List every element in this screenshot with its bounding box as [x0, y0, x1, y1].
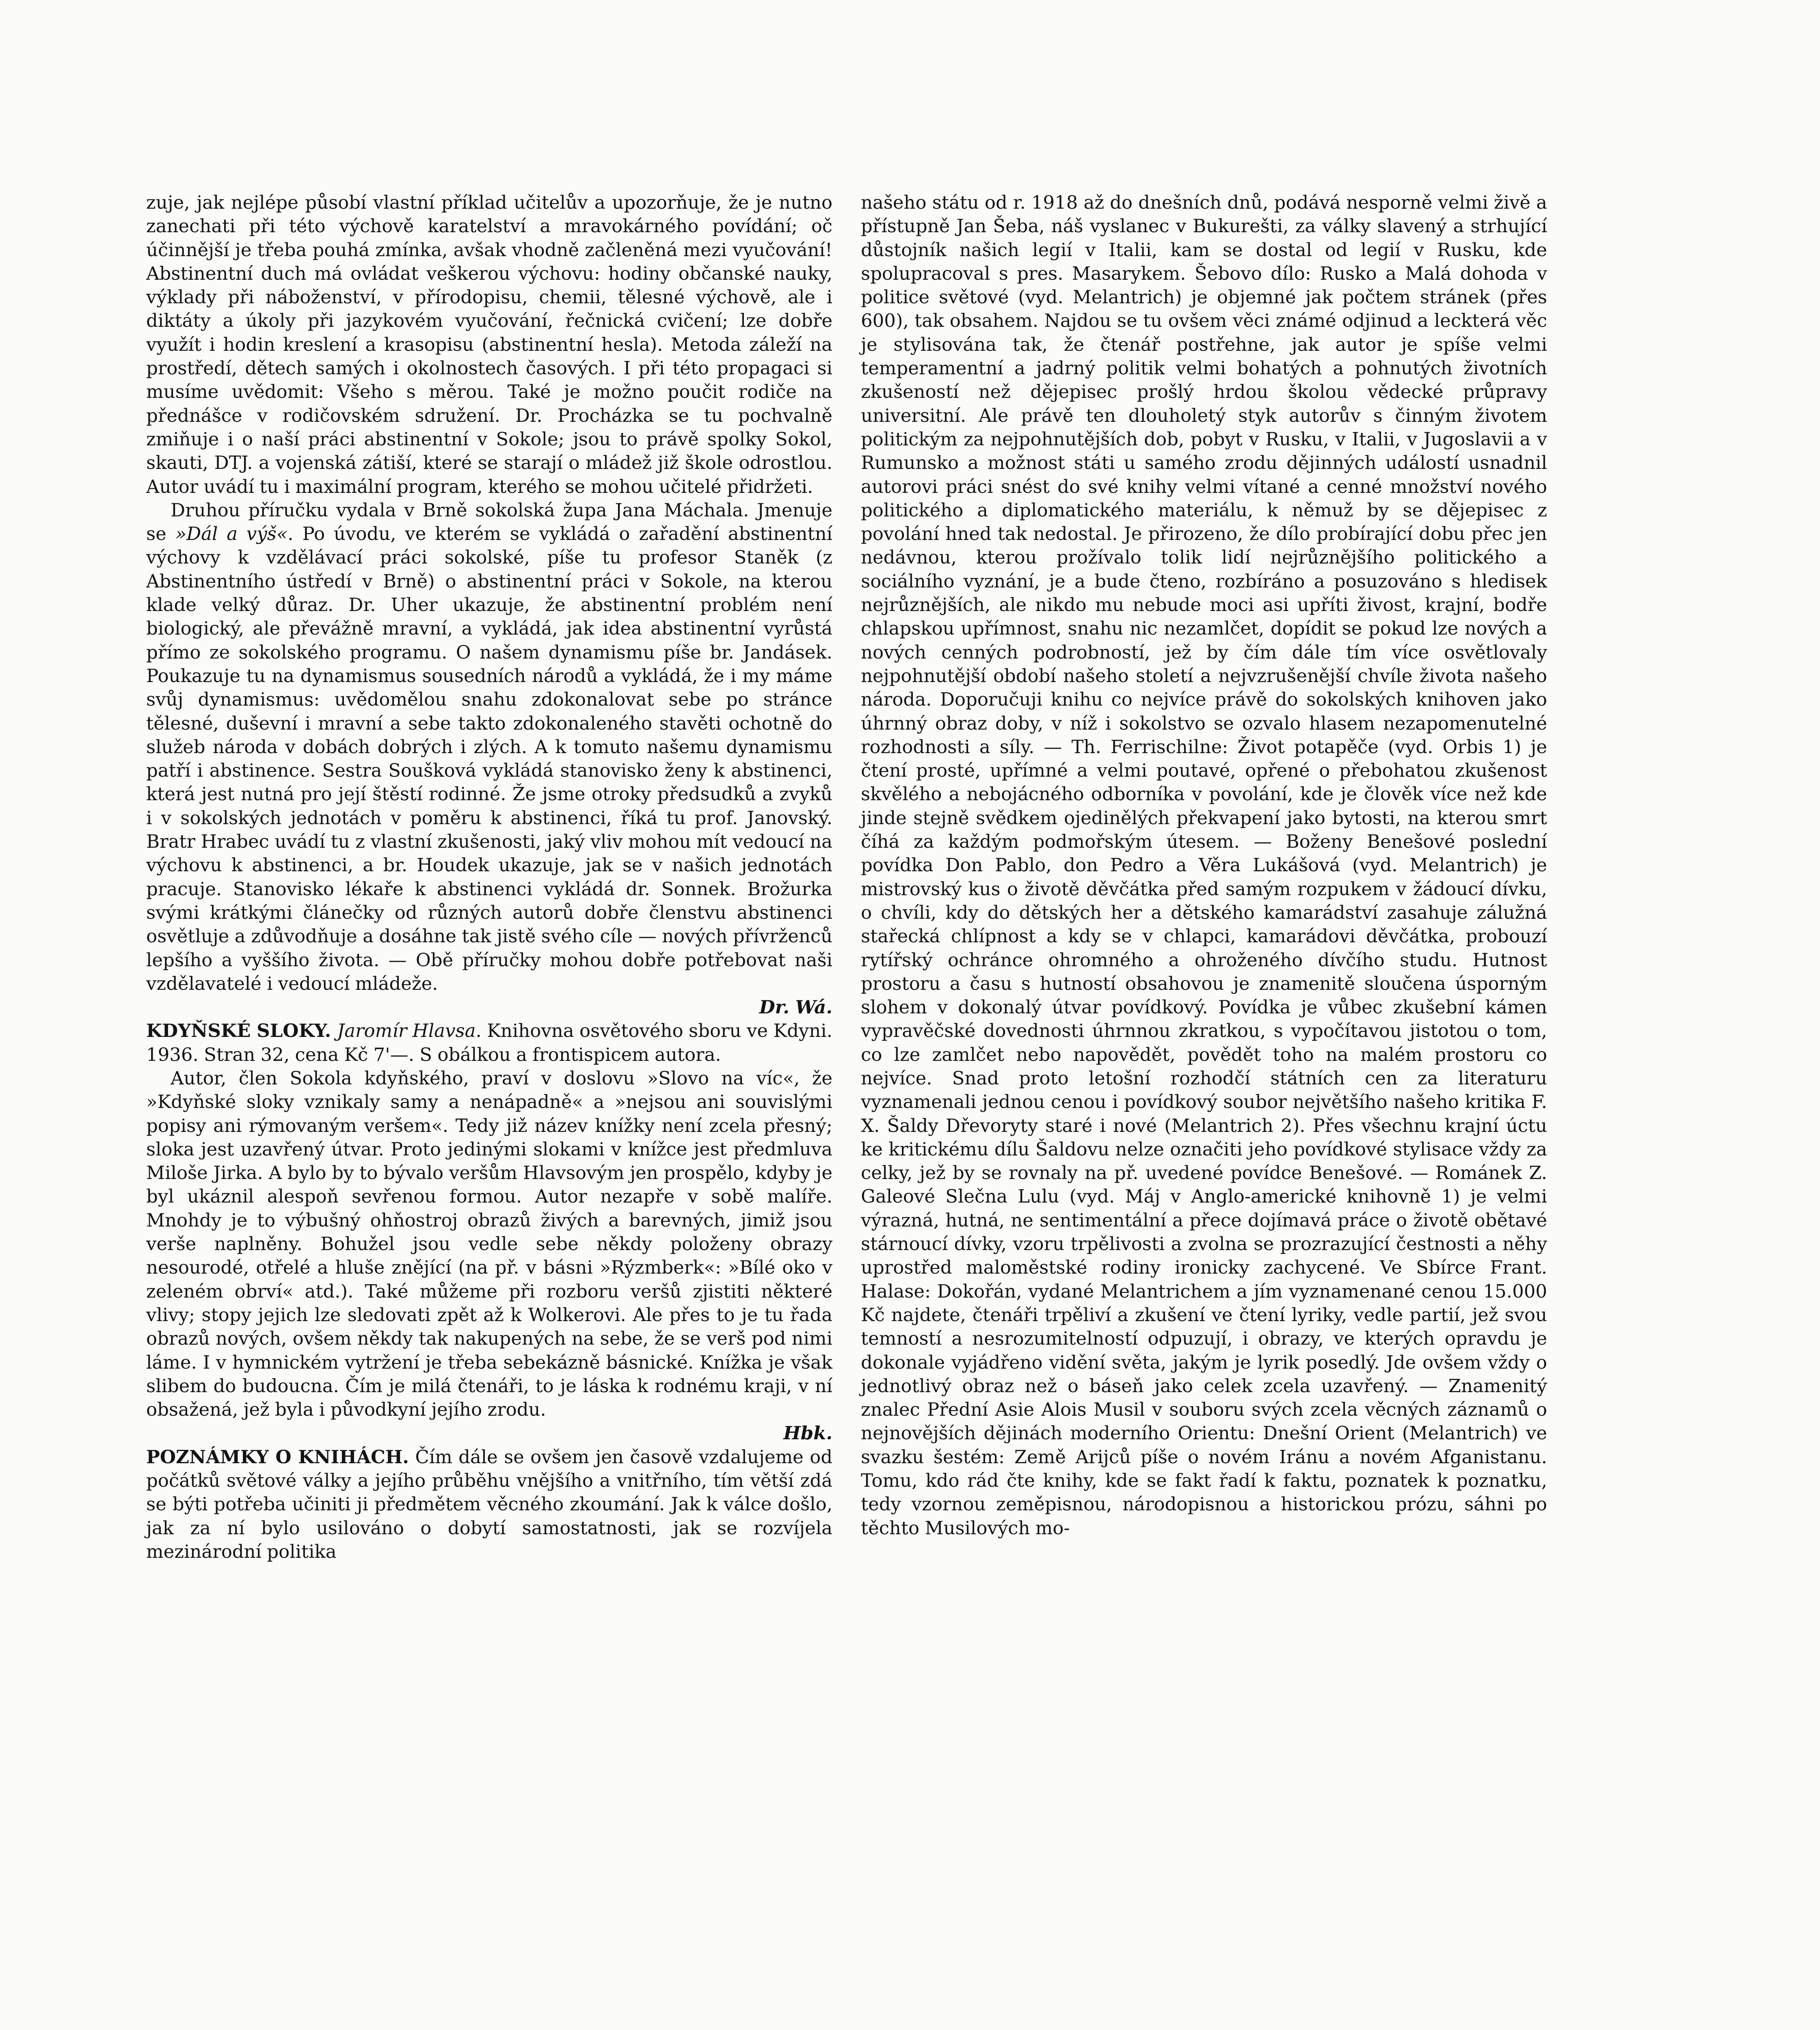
- right-column: [861, 191, 1547, 1540]
- publication-details: Knihovna osvětového sboru ve Kdyni. 1936. Stran 32, cena Kč 7'—. S obálkou a frontispicem autora.: [146, 1020, 832, 1065]
- signature-dr-wa: Dr. Wá.: [759, 996, 832, 1018]
- paragraph-poznamky-o-knihach: [146, 1445, 832, 1564]
- section-heading-poznamky: POZNÁMKY O KNIHÁCH.: [146, 1446, 409, 1468]
- section-heading-kdynske-sloky: KDYŇSKÉ SLOKY.: [146, 1020, 337, 1042]
- paragraph-book-notes-continued: našeho státu od r. 1918 až do dnešních dnů, podává nesporně velmi živě a přístupně Jan Šeba, náš vyslanec v Bukurešti, za války slavený a strhující důstojník našich legií v Italii, kam se dostal od legií v Rusku, kde spolupracoval s pres. Masarykem. Šebovo dílo: Rusko a Malá dohoda v politice světové (vyd. Melantrich) je objemné jak počtem stránek (přes 600), tak obsahem. Najdou se tu ovšem věci známé odjinud a leckterá věc je stylisována tak, že čtenář postřehne, jak autor je spíše velmi temperamentní a jadrný politik velmi bohatých a pohnutých životních zkušeností než dějepisec prošlý hrdou školou vědecké průpravy universitní. Ale právě ten dlouholetý styk autorův s činným životem politickým za nejpohnutějších dob, pobyt v Rusku, v Italii, v Jugoslavii a v Rumunsko a možnost státi u samého zrodu dějinných událostí usnadnil autorovi práci snést do své knihy velmi vítané a cenné množství nového politického a diplomatického materiálu, k němuž by se dějepisec z povolání hned tak nedostal. Je přirozeno, že dílo probírající dobu přec jen nedávnou, kterou prožívalo tolik lidí nejrůznějšího politického a sociálního vyznání, je a bude čteno, rozbíráno a posuzováno s hledisek nejrůznějších, ale nikdo mu nebude moci asi upříti živost, krajní, bodře chlapskou upřímnost, snahu nic nezamlčet, dopídit se pokud lze nových a nových cenných podrobností, jež by čím dále tím více osvětlovaly nejpohnutější období našeho století a nejvzrušenější chvíle života našeho národa. Doporučuji knihu co nejvíce právě do sokolských knihoven jako úhrnný obraz doby, v níž i sokolstvo se ozvalo hlasem nezapomenutelné rozhodnosti a síly. — Th. Ferrischilne: Život potapěče (vyd. Orbis 1) je čtení prosté, upřímné a velmi poutavé, opřené o přebohatou zkušenost skvělého a nebojácného odborníka v povolání, kde je člověk více než kde jinde stejně svědkem ojedinělých překvapení jako bytosti, na kterou smrt číhá za každým podmořským útesem. — Boženy Benešové poslední povídka Don Pablo, don Pedro a Věra Lukášová (vyd. Melantrich) je mistrovský kus o životě děvčátka před samým rozpukem v žádoucí dívku, o chvíli, kdy do dětských her a dětského kamarádství zasahuje zálužná stařecká chlípnost a kdy se v chlapci, kamarádovi děvčátka, probouzí rytířský ochránce ohromného a ohroženého dívčího studu. Hutnost prostoru a času s hutností obsahovou je znamenitě sloučena úsporným slohem v dokonalý útvar povídkový. Povídka je vůbec zkušební kámen vypravěčské dovednosti úhrnnou zkratkou, s vypočítavou jistotou o tom, co lze zamlčet nebo napovědět, povědět toho na malém prostoru co nejvíce. Snad proto letošní rozhodčí státních cen za literaturu vyznamenali jednou cenou i povídkový soubor největšího našeho kritika F. X. Šaldy Dřevoryty staré i nové (Melantrich 2). Přes všechnu krajní úctu ke kritickému dílu Šaldovu nelze označiti jeho povídkové stylisace vždy za celky, jež by se rovnaly na př. uvedené povídce Benešové. — Románek Z. Galeové Slečna Lulu (vyd. Máj v Anglo-americké knihovně 1) je velmi výrazná, hutná, ne sentimentální a přece dojímavá práce o životě obětavé stárnoucí dívky, vzoru trpělivosti a zvolna se prozrazující čestnosti a něhy uprostřed maloměstské rodiny ironicky zachycené. Ve Sbírce Frant. Halase: Dokořán, vydané Melantrichem a jím vyznamenané cenou 15.000 Kč najdete, čtenáři trpěliví a zkušení ve čtení lyriky, vedle partií, jež svou temností a nesrozumitelností odpuzují, i obrazy, ve kterých opravdu je dokonale vyjádřeno vidění světa, jakým je lyrik posedlý. Jde ovšem vždy o jednotlivý obraz než o báseň jako celek zcela uzavřený. — Znamenitý znalec Přední Asie Alois Musil v souboru svých zcela věcných záznamů o nejnovějších dějinách moderního Orientu: Dnešní Orient (Melantrich) ve svazku šestém: Země Arijců píše o novém Iránu a novém Afganistanu. Tomu, kdo rád čte knihy, kde se fakt řadí k faktu, poznatek k poznatku, tedy vzornou zeměpisnou, národopisnou a historickou prózu, sáhni po těchto Musilových mo-: [861, 192, 1547, 1539]
- book-title-dal-a-vys: »Dál a výš«: [175, 523, 288, 545]
- paragraph-dal-a-vys-body: . Po úvodu, ve kterém se vykládá o zařadění abstinentní výchovy k vzdělávací práci sokolské, píše tu profesor Staněk (z Abstinentního ústředí v Brně) o abstinentní práci v Sokole, na kterou klade velký důraz. Dr. Uher ukazuje, že abstinentní problém není biologický, ale převážně mravní, a vykládá, jak idea abstinentní vyrůstá přímo ze sokolského programu. O našem dynamismu píše br. Jandásek. Poukazuje tu na dynamismus sousedních národů a vykládá, že i my máme svůj dynamismus: uvědomělou snahu zdokonalovat sebe po stránce tělesné, duševní i mravní a sebe takto zdokonaleného stavěti ochotně do služeb národa v dobách dobrých i zlých. A k tomuto našemu dynamismu patří i abstinence. Sestra Soušková vykládá stanovisko ženy k abstinenci, která jest nutná pro její štěstí rodinné. Že jsme otroky předsudků a zvyků i v sokolských jednotách v poměru k abstinenci, říká tu prof. Janovský. Bratr Hrabec uvádí tu z vlastní zkušenosti, jaký vliv mohou mít vedoucí na výchovu k abstinenci, a br. Houdek ukazuje, jak se v našich jednotách pracuje. Stanovisko lékaře k abstinenci vykládá dr. Sonnek. Brožurka svými krátkými článečky od různých autorů dobře členstvu abstinenci osvětluje a zdůvodňuje a dosáhne tak jistě svého cíle — nových přívrženců lepšího a vyššího života. — Obě příručky mohou dobře potřebovat naši vzdělavatelé i vedoucí mládeže.: [146, 523, 833, 994]
- review-header-kdynske-sloky: [146, 1019, 832, 1067]
- paragraph-poznamky-body: Čím dále se ovšem jen časově vzdalujeme od počátků světové války a jejího průběhu vnějšího a vnitřního, tím větší zdá se býti potřeba učiniti ji předmětem věcného zkoumání. Jak k válce došlo, jak za ní bylo usilováno o dobytí samostatnosti, jak se rozvíjela mezinárodní politika: [146, 1446, 832, 1562]
- paragraph-dal-a-vys: [146, 499, 832, 996]
- paragraph-kdynske-sloky-review: Autor, člen Sokola kdyňského, praví v doslovu »Slovo na víc«, že »Kdyňské sloky vznikaly samy a nenápadně« a »nejsou ani souvislými popisy ani rýmovaným veršem«. Tedy již název knížky není zcela přesný; sloka jest uzavřený útvar. Proto jedinými slokami v knížce jest předmluva Miloše Jirka. A bylo by to bývalo veršům Hlavsovým jen prospělo, kdyby je byl ukáznil alespoň sevřenou formou. Autor nezapře v sobě malíře. Mnohdy je to výbušný ohňostroj obrazů živých a barevných, jimiž jsou verše naplněny. Bohužel jsou vedle sebe někdy položeny obrazy nesourodé, otřelé a hluše znějící (na př. v básni »Rýzmberk«: »Bílé oko v zeleném obrví« atd.). Také můžeme při rozboru veršů zjistiti některé vlivy; stopy jejich lze sledovati zpět až k Wolkerovi. Ale přes to je tu řada obrazů nových, ovšem někdy tak nakupených na sebe, že se verš pod nimi láme. I v hymnickém vytržení je třeba sebekázně básnické. Knížka je však slibem do budoucna. Čím je milá čtenáři, to je láska k rodnému kraji, v ní obsažená, jež byla i původkyní jejího zrodu.: [146, 1067, 832, 1421]
- author-name: Jaromír Hlavsa.: [337, 1020, 482, 1042]
- signature-hbk: Hbk.: [783, 1422, 832, 1444]
- paragraph-abstinence-guide: zuje, jak nejlépe působí vlastní příklad učitelův a upozorňuje, že je nutno zanechati při této výchově karatelství a mravokárného povídání; oč účinnější je třeba pouhá zmínka, avšak vhodně začleněná mezi vyučování! Abstinentní duch má ovládat veškerou výchovu: hodiny občanské nauky, výklady při náboženství, v přírodopisu, chemii, tělesné výchově, ale i diktáty a úkoly při jazykovém vyučování, řečnická cvičení; lze dobře využít i hodin kreslení a krasopisu (abstinentní hesla). Metoda záleží na prostředí, dětech samých i okolnostech časových. I při této propagaci si musíme uvědomit: Všeho s měrou. Také je možno poučit rodiče na přednášce v rodičovském sdružení. Dr. Procházka se tu pochvalně zmiňuje i o naší práci abstinentní v Sokole; jsou to právě spolky Sokol, skauti, DTJ. a vojenská zátiší, které se starají o mládež již škole odrostlou. Autor uvádí tu i maximální program, kterého se mohou učitelé přidržeti.: [146, 192, 832, 497]
- left-column: [146, 191, 832, 1564]
- paragraph-dal-a-vys-intro: Druhou příručku vydala v Brně sokolská župa Jana Máchala. Jmenuje se: [146, 499, 832, 545]
